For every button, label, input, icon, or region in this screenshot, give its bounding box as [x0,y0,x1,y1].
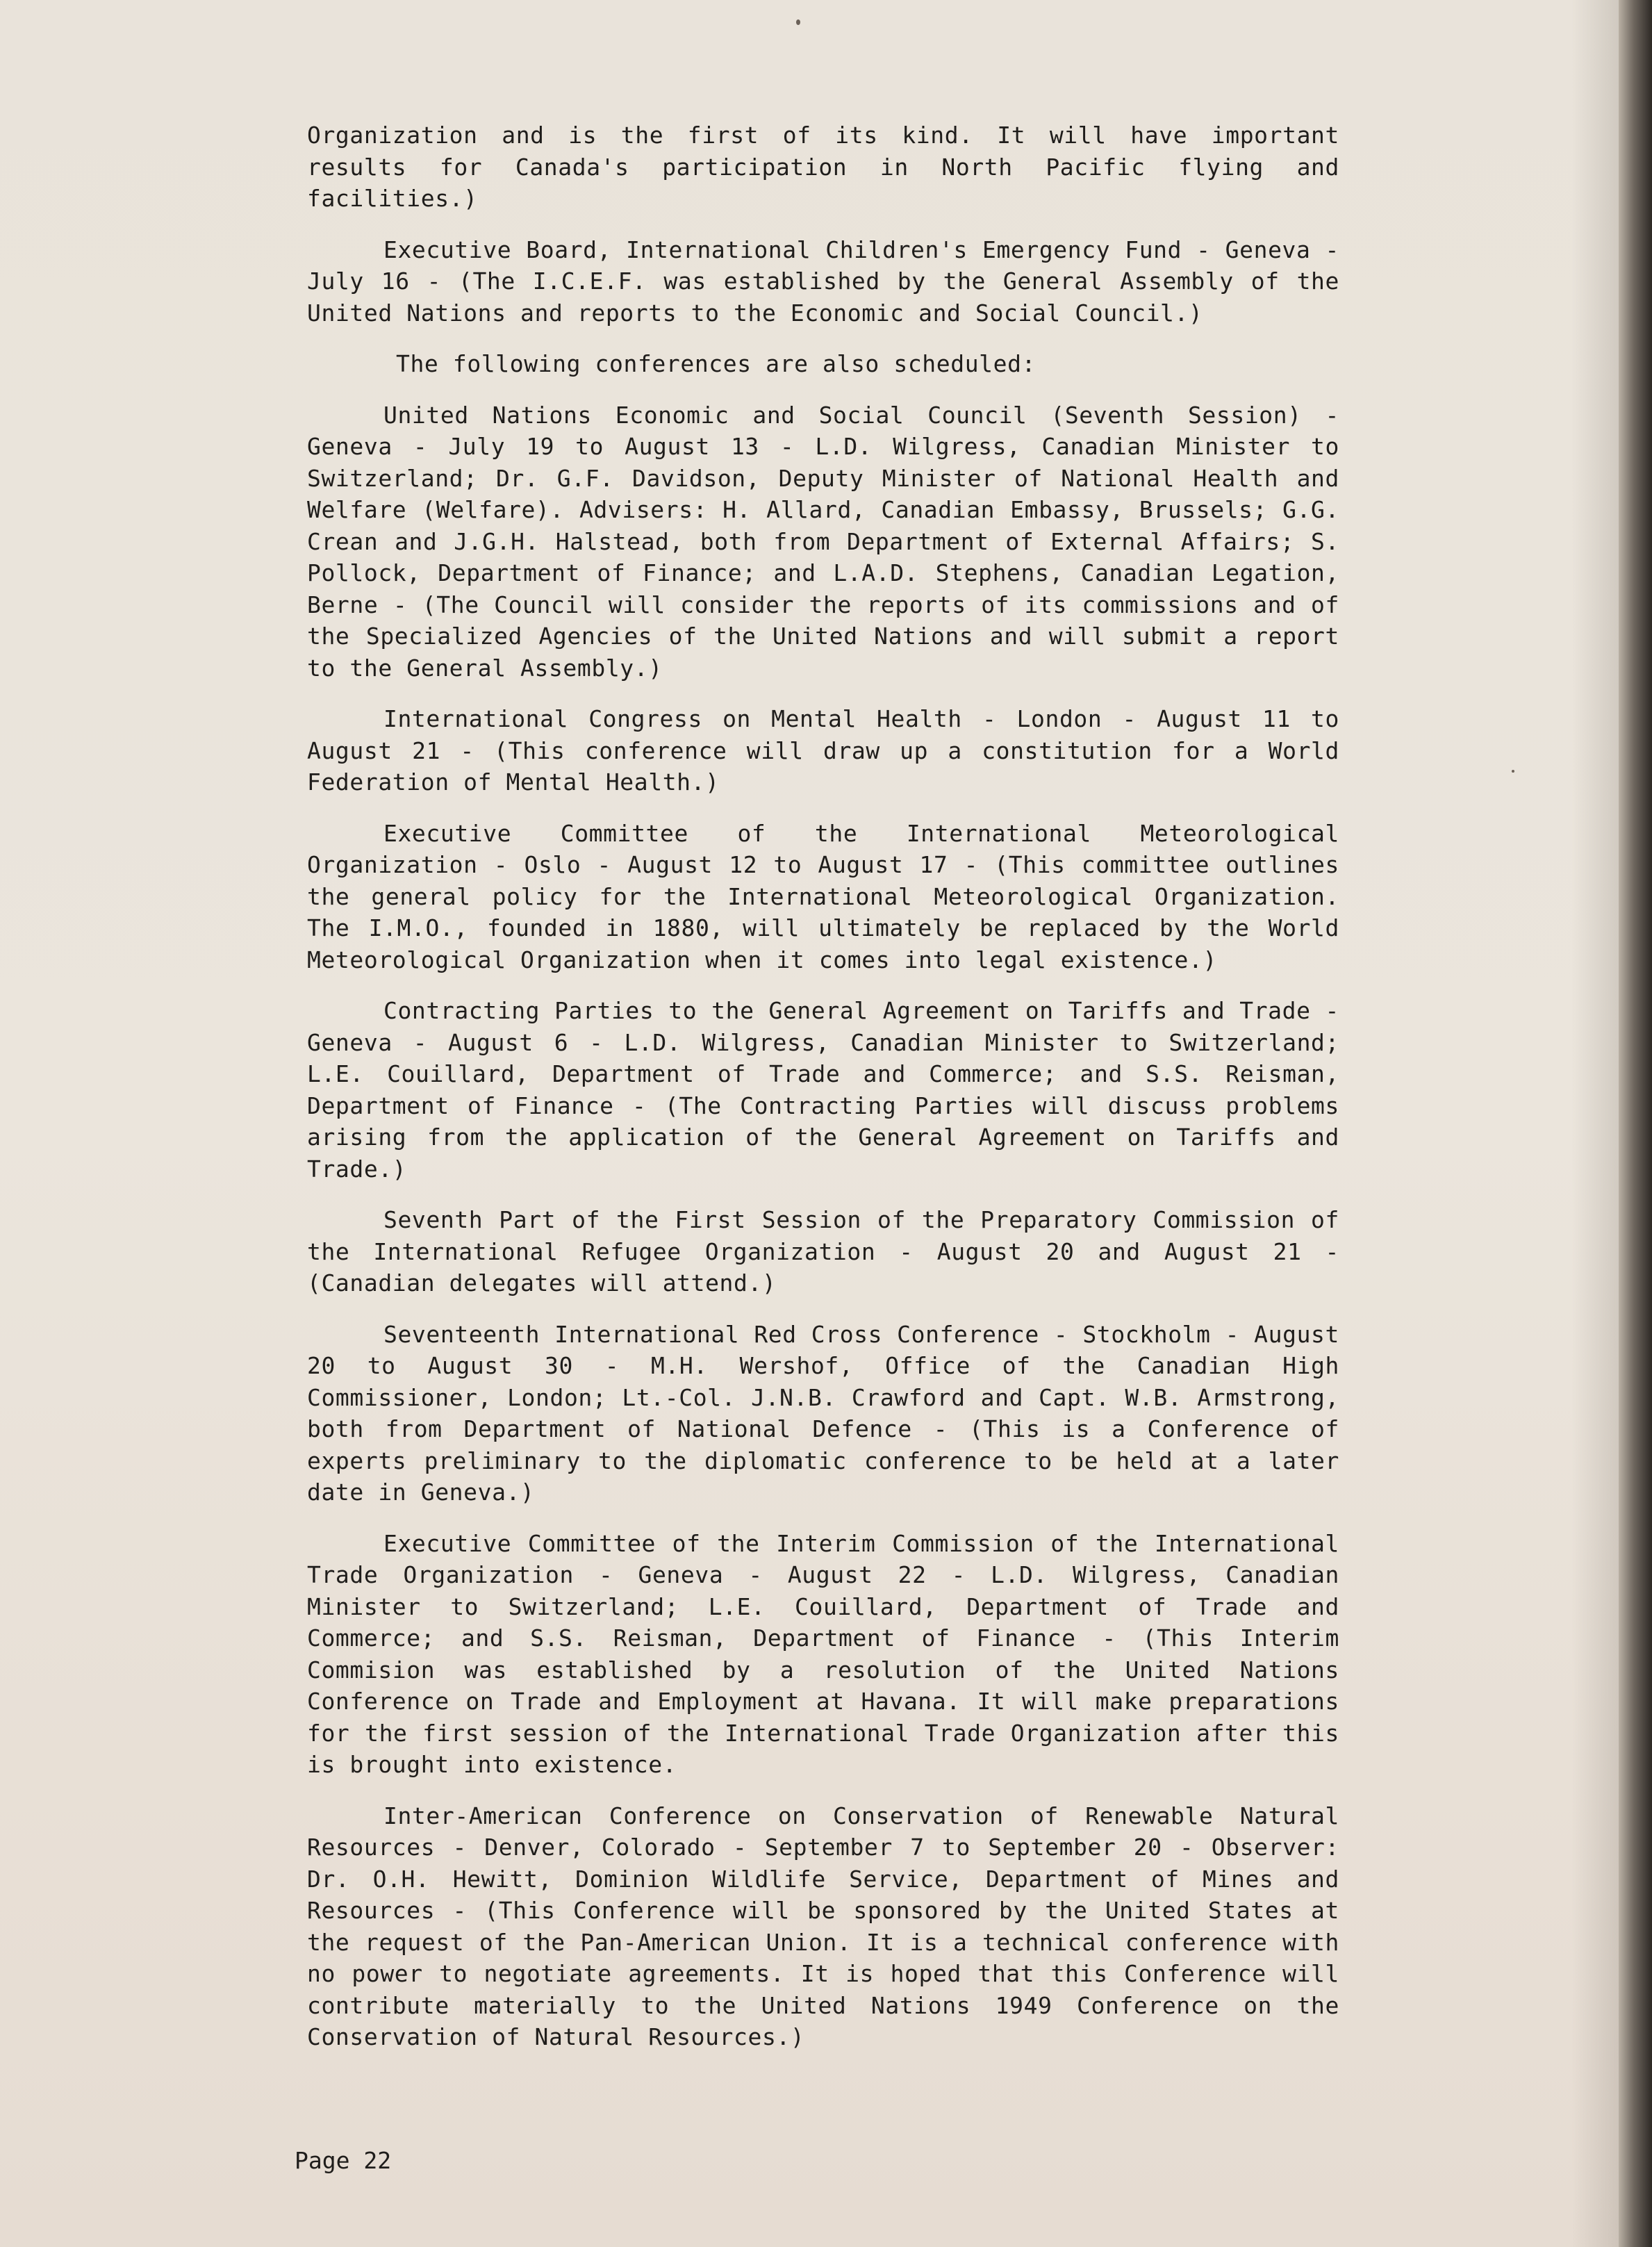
paragraph-mental-health: International Congress on Mental Health - London - August 11 to August 21 - (This conference will draw up a constitution for a World Federation of Mental Health.) [307,705,1339,796]
margin-ink-mark [1512,770,1514,773]
paragraph-gatt: Contracting Parties to the General Agreement on Tariffs and Trade - Geneva - August 6 - L.D. Wilgress, Canadian Minister to Switzerland; L.E. Couillard, Department of Trade and Commerce; and S.S. Reisman, Department of Finance - (The Contracting Parties will discuss problems arising from the application of the General Agreement on Tariffs and Trade.) [307,997,1339,1183]
paragraph-meteorological: Executive Committee of the International Meteorological Organization - Oslo - August 12 to August 17 - (This committee outlines the general policy for the International Meteorological Organization. The I.M.O., founded in 1880, will ultimately be replaced by the World Meteorological Organization when it comes into legal existence.) [307,819,1339,973]
paragraph-conservation: Inter-American Conference on Conservation of Renewable Natural Resources - Denver, Colorado - September 7 to September 20 - Observer: Dr. O.H. Hewitt, Dominion Wildlife Service, Department of Mines and Resources - (This Conference will be sponsored by the United States at the request of the Pan-American Union. It is a technical conference with no power to negotiate agreements. It is hoped that this Conference will contribute materially to the United Nations 1949 Conference on the Conservation of Natural Resources.) [307,1802,1339,2050]
book-binding-edge [1619,0,1652,2247]
top-ink-mark [796,19,800,25]
paragraph-red-cross: Seventeenth International Red Cross Conference - Stockholm - August 20 to August 30 - M.H. Wershof, Office of the Canadian High Commissioner, London; Lt.-Col. J.N.B. Crawford and Capt. W.B. Armstrong, both from Department of National Defence - (This is a Conference of experts preliminary to the diplomatic conference to be held at a later date in Geneva.) [307,1320,1339,1506]
paragraph-intro: The following conferences are also scheduled: [396,350,1036,377]
page-curl-shadow [1571,0,1620,2247]
paragraph-icef: Executive Board, International Children's Emergency Fund - Geneva - July 16 - (The I.C.E.F. was established by the General Assembly of the United Nations and reports to the Economic and Social Council.) [307,236,1339,327]
body-text [307,120,1339,2073]
paragraph-ecosoc: United Nations Economic and Social Council (Seventh Session) - Geneva - July 19 to August 13 - L.D. Wilgress, Canadian Minister to Switzerland; Dr. G.F. Davidson, Deputy Minister of National Health and Welfare (Welfare). Advisers: H. Allard, Canadian Embassy, Brussels; G.G. Crean and J.G.H. Halstead, both from Department of External Affairs; S. Pollock, Department of Finance; and L.A.D. Stephens, Canadian Legation, Berne - (The Council will consider the reports of its commissions and of the Specialized Agencies of the United Nations and will submit a report to the General Assembly.) [307,401,1339,682]
paragraph-ito: Executive Committee of the Interim Commission of the International Trade Organization - Geneva - August 22 - L.D. Wilgress, Canadian Minister to Switzerland; L.E. Couillard, Department of Trade and Commerce; and S.S. Reisman, Department of Finance - (This Interim Commision was established by a resolution of the United Nations Conference on Trade and Employment at Havana. It will make preparations for the first session of the International Trade Organization after this is brought into existence. [307,1529,1339,1778]
paragraph-refugee: Seventh Part of the First Session of the Preparatory Commission of the International Refugee Organization - August 20 and August 21 - (Canadian delegates will attend.) [307,1206,1339,1297]
page-number: Page 22 [295,2147,392,2174]
paragraph-continuation: Organization and is the first of its kind. It will have important results for Canada's participation in North Pacific flying and facilities.) [307,122,1339,212]
